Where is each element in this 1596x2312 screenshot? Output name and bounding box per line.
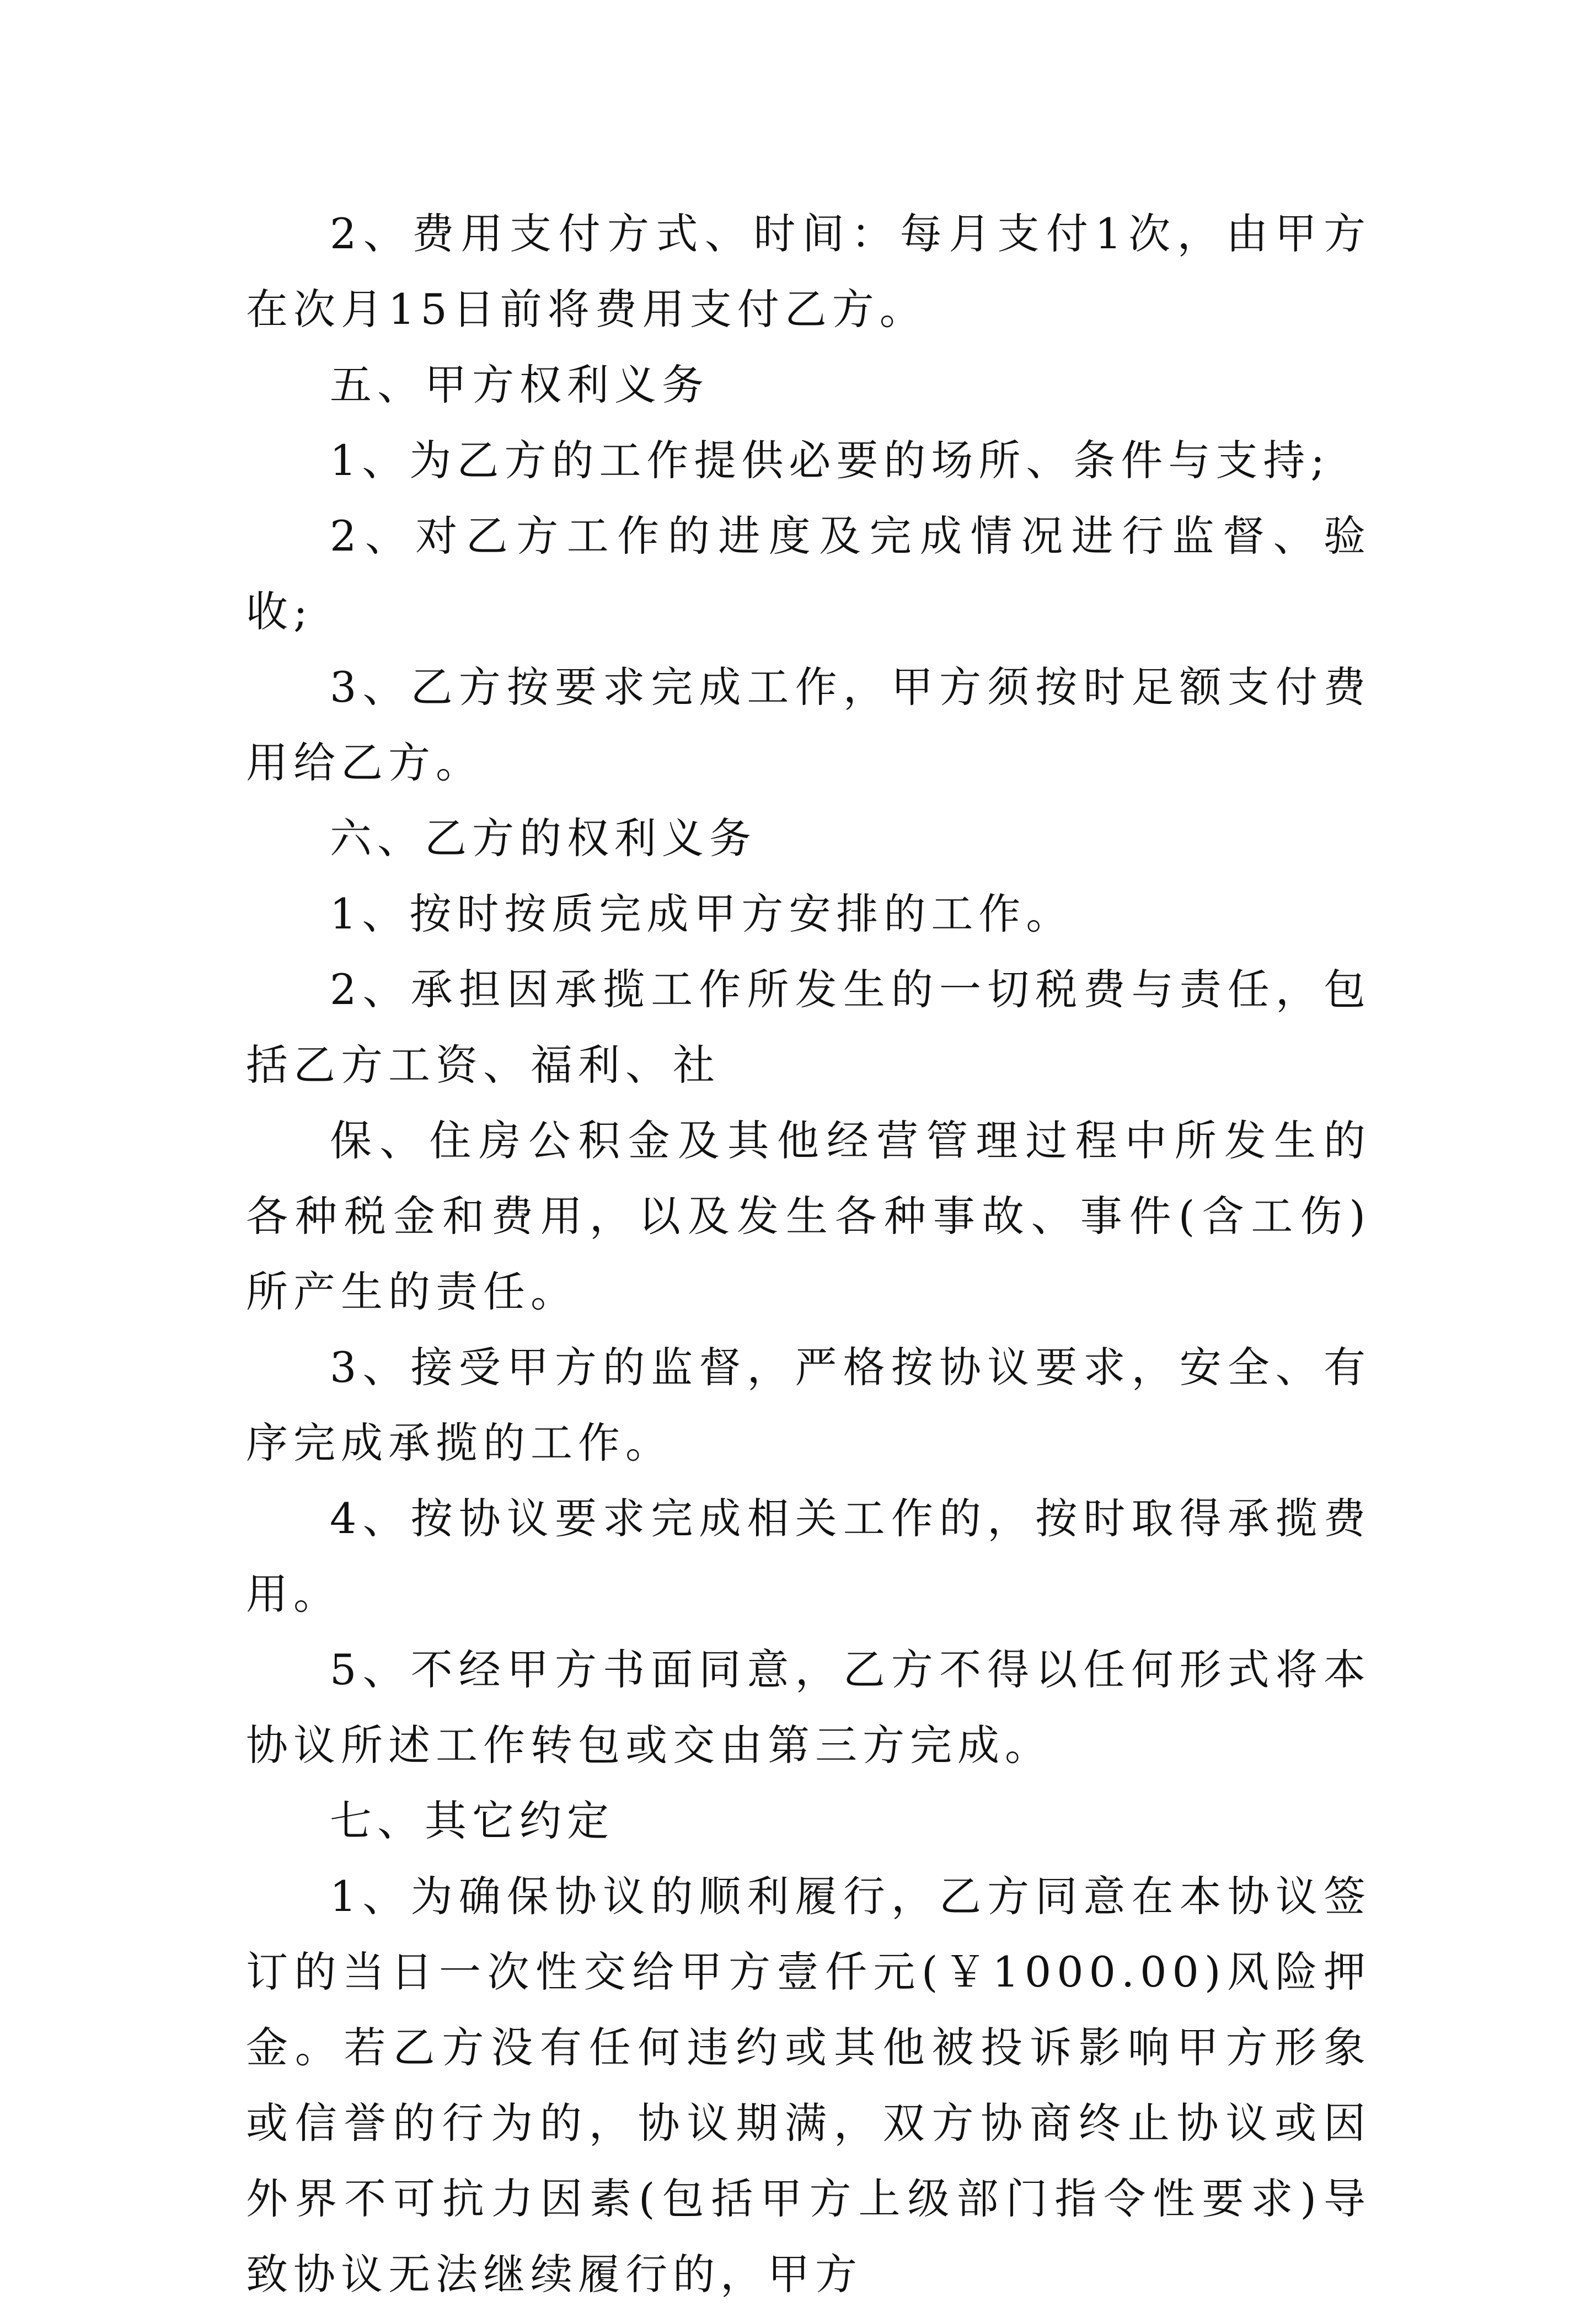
paragraph-party-b-item-4: 4、按协议要求完成相关工作的，按时取得承揽费用。 <box>246 1494 1371 1619</box>
paragraph-party-a-item-2: 2、对乙方工作的进度及完成情况进行监督、验收; <box>246 511 1371 636</box>
paragraph-party-b-item-2: 2、承担因承揽工作所发生的一切税费与责任，包括乙方工资、福利、社 <box>246 965 1371 1090</box>
paragraph-party-a-item-3: 3、乙方按要求完成工作，甲方须按时足额支付费用给乙方。 <box>246 663 1371 787</box>
paragraph-party-b-item-3: 3、接受甲方的监督，严格按协议要求，安全、有序完成承揽的工作。 <box>246 1343 1371 1467</box>
paragraph-party-b-item-1: 1、按时按质完成甲方安排的工作。 <box>330 889 1074 938</box>
paragraph-party-b-item-2-continued: 保、住房公积金及其他经营管理过程中所发生的各种税金和费用，以及发生各种事故、事件(含工伤)所产生的责任。 <box>246 1116 1371 1316</box>
paragraph-other-terms-item-1: 1、为确保协议的顺利履行，乙方同意在本协议签订的当日一次性交给甲方壹仟元(￥1000.00)风险押金。若乙方没有任何违约或其他被投诉影响甲方形象或信誉的行为的，协议期满，双方协商终止协议或因外界不可抗力因素(包括甲方上级部门指令性要求)导致协议无法继续履行的，甲方 <box>246 1872 1371 2299</box>
paragraph-party-a-item-1: 1、为乙方的工作提供必要的场所、条件与支持; <box>330 436 1330 485</box>
document-body <box>246 196 1371 2312</box>
paragraph-party-b-item-5: 5、不经甲方书面同意，乙方不得以任何形式将本协议所述工作转包或交由第三方完成。 <box>246 1645 1371 1770</box>
section-heading-party-a-rights: 五、甲方权利义务 <box>330 360 709 409</box>
paragraph-payment-method: 2、费用支付方式、时间：每月支付1次，由甲方在次月15日前将费用支付乙方。 <box>246 209 1371 334</box>
section-heading-party-b-rights: 六、乙方的权利义务 <box>330 814 757 863</box>
section-heading-other-terms: 七、其它约定 <box>330 1796 614 1845</box>
